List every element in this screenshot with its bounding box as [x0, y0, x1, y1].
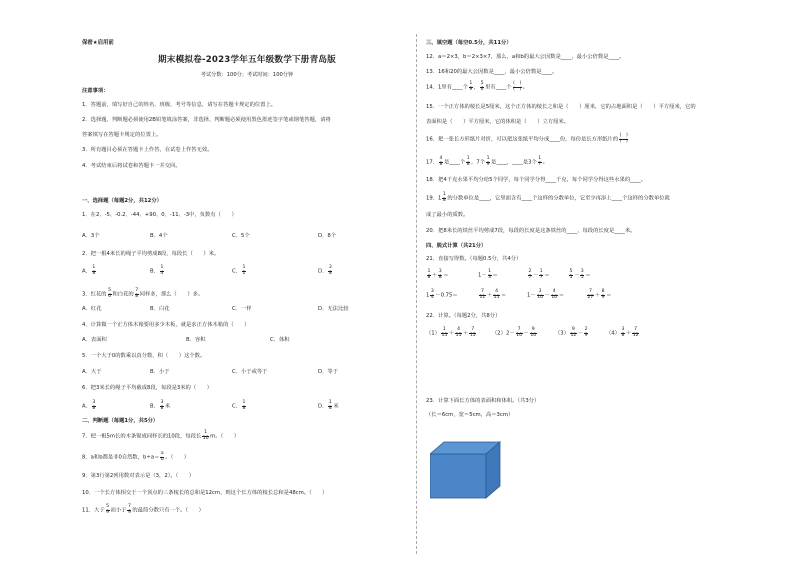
- question-3: 3．红花的 $\frac{5}{6}$ 和白花的 $\frac{7}{8}$ 同样多，那么（ ）多。: [82, 288, 204, 299]
- question-2: 2．把一根4米长的绳子平均剪成8段，每段长（ ）米。: [82, 251, 220, 257]
- question-8: 8．a和b都是非0自然数，b÷a＝ $\frac{a}{b}$ 。（ ）: [82, 451, 190, 462]
- option: C． $\frac{1}{2}$: [232, 265, 246, 276]
- question-12: 12．a＝2×3，b＝2×3×7，那么，a和b的最大公因数是____，最小公倍数是____。: [426, 54, 625, 60]
- section-heading: 二、判断题（每题1分，共5分）: [82, 418, 159, 424]
- option: B． $\frac{1}{4}$: [150, 265, 164, 276]
- note-item: 4．考试结束后将试卷和答题卡一并交回。: [82, 163, 181, 169]
- option: D．等于: [318, 369, 338, 375]
- note-item: 1．答题前，填写好自己的姓名、班级、考号等信息，请写在答题卡规定的位置上。: [82, 102, 277, 108]
- option: C．5个: [232, 233, 250, 239]
- option: B． $\frac{3}{8}$ 米: [150, 400, 171, 411]
- question-14: 14．1里有____个 $\frac{1}{9}$ ， $\frac{5}{6}$ 里有____个 ( ) ( ) 。: [426, 81, 529, 92]
- option: B．白花: [150, 306, 170, 312]
- question-9: 9．第3行第2列用数对表示是（3，2）。（ ）: [82, 473, 195, 479]
- calc-item: （3） $\frac{9}{12}$ － $\frac{2}{9}$: [555, 327, 588, 338]
- cuboid-figure: [430, 440, 510, 506]
- option: A．表面积: [82, 337, 107, 343]
- page-title: 期末模拟卷-2023学年五年级数学下册青岛版: [158, 55, 336, 65]
- calc-item: $\frac{1}{8}$ ＋ $\frac{3}{8}$ ＝: [427, 269, 449, 280]
- question-1: 1．在2、-5、-0.2、-44、+90、0、-11、-3中，负数有（ ）: [82, 212, 237, 218]
- calc-item: $\frac{7}{27}$ ＋ $\frac{8}{9}$ ＝: [587, 289, 612, 300]
- option: D．无法比较: [318, 306, 349, 312]
- option: D． $\frac{3}{8}$: [318, 265, 332, 276]
- calc-item: （1） $\frac{1}{15}$ ＋ $\frac{4}{15}$ ＋ $\frac{7}{15}$: [426, 327, 476, 338]
- question-13: 13．16和20的最大公因数是____，最小公倍数是____。: [426, 69, 558, 75]
- option: A．3个: [82, 233, 100, 239]
- cuboid-front-face: [430, 454, 486, 498]
- notes-heading: 注意事项：: [82, 88, 109, 94]
- question-4: 4．计算做一个正方体木箱要用多少木板，就是求正方体木箱的（ ）: [82, 322, 250, 328]
- question-7: 7．把一根5m长的木条锯成同样长的10段，每段长 $\frac{1}{10}$ m。（ ）: [82, 430, 240, 441]
- calc-item: $\frac{5}{5}$ － $\frac{3}{5}$ ＝: [569, 269, 591, 280]
- question-21: 21．直接写得数。（每题0.5分，共4分）: [426, 256, 522, 262]
- exam-info: 考试分数：100分；考试时间：100分钟: [200, 72, 294, 78]
- option: D．8个: [318, 233, 337, 239]
- option: A．大于: [82, 369, 102, 375]
- option: B．小于: [150, 369, 170, 375]
- question-5: 5．一个大于0的数乘以真分数，积（ ）这个数。: [82, 353, 206, 359]
- question-20: 20．把8米长的铁丝平均剪成7段，每段的长度是这条铁丝的____，每段的长度是____米。: [426, 228, 636, 234]
- question-22: 22．计算。（每题2分，共8分）: [426, 313, 501, 319]
- calc-item: 1 $\frac{3}{4}$ －0.75＝: [426, 289, 458, 300]
- calc-item: 1－ $\frac{1}{3}$ ＝: [478, 269, 498, 280]
- note-item: 2．选择题、判断题必须使用2B铅笔填涂答案，非选择、判断题必须使用黑色墨迹签字笔或钢笔答题，请将: [82, 117, 331, 123]
- calc-item: 1－ $\frac{3}{10}$ － $\frac{4}{10}$ ＝: [527, 289, 565, 300]
- option: C．一样: [232, 306, 252, 312]
- question-18: 18．把4千克水果平均分给5个同学，每个同学分得____千克，每个同学分得这些水果的____。: [426, 177, 647, 183]
- question-6: 6．把3米长的绳子平均截成8段，每段是3米的（ ）: [82, 385, 213, 391]
- calc-item: （2）2－ $\frac{7}{10}$ － $\frac{9}{10}$: [492, 327, 537, 338]
- option: C．体积: [270, 337, 290, 343]
- calc-item: $\frac{7}{11}$ ＋ $\frac{4}{11}$ ＝: [479, 289, 507, 300]
- question-10: 10．一个长方体相交于一个顶点的三条棱长的总和是12cm，则这个长方体的棱长总和是48cm。（ ）: [82, 490, 328, 496]
- question-19: 19．1 $\frac{1}{8}$ 的分数单位是____，它里面含有____个这样的分数单位，它至少再添上____个这样的分数单位就: [426, 192, 670, 203]
- option: B．容积: [186, 337, 206, 343]
- question-17: 17． $\frac{4}{8}$ 是____个 $\frac{1}{8}$ ，7个 $\frac{1}{9}$ 是____，____是3个 $\frac{1}{7}$ 。: [426, 156, 549, 167]
- column-divider: [416, 34, 417, 554]
- question-15: 15．一个正方体的棱长是5厘米，这个正方体的棱长之和是（ ）厘米，它的占地面积是（ ）平方厘米，它的: [426, 104, 696, 110]
- question-16: 16．把一张长方形纸片对折，可以把这张纸平均分成____份，每份是长方形纸片的 ( ) ( ): [426, 133, 628, 144]
- option: C．小于或等于: [232, 369, 268, 375]
- secret-label: 保密★启用前: [82, 40, 114, 46]
- option: A．红花: [82, 306, 102, 312]
- calc-item: $\frac{2}{7}$ － $\frac{1}{7}$ ＝: [528, 269, 550, 280]
- box-dimensions: （长＝6cm，宽＝5cm，高＝3cm）: [426, 412, 514, 418]
- note-item: 答案填写在答题卡规定的位置上。: [82, 132, 162, 138]
- section-heading: 四、脱式计算（共21分）: [426, 243, 487, 249]
- section-heading: 三、填空题（每空0.5分，共11分）: [426, 40, 512, 46]
- option: A． $\frac{1}{8}$: [82, 265, 96, 276]
- option: A． $\frac{3}{8}$: [82, 400, 96, 411]
- question-15-cont: 表面积是（ ）平方厘米，它的体积是（ ）立方厘米。: [426, 119, 570, 125]
- note-item: 3．所有题目必须在答题卡上作答，在试卷上作答无效。: [82, 147, 213, 153]
- option: C． $\frac{1}{8}$: [232, 400, 246, 411]
- section-heading: 一、选择题（每题2分，共12分）: [82, 198, 162, 204]
- question-23: 23．计算下面长方体的表面积和体积。（共3分）: [426, 398, 540, 404]
- question-11: 11．大于 $\frac{5}{9}$ 而小于 $\frac{7}{9}$ 的最简分数只有一个。（ ）: [82, 504, 204, 515]
- calc-item: （4） $\frac{3}{8}$ ＋ $\frac{7}{12}$: [606, 327, 639, 338]
- question-19-cont: 成了最小的质数。: [426, 212, 469, 218]
- option: B．4个: [150, 233, 168, 239]
- option: D． $\frac{1}{8}$ 米: [318, 400, 339, 411]
